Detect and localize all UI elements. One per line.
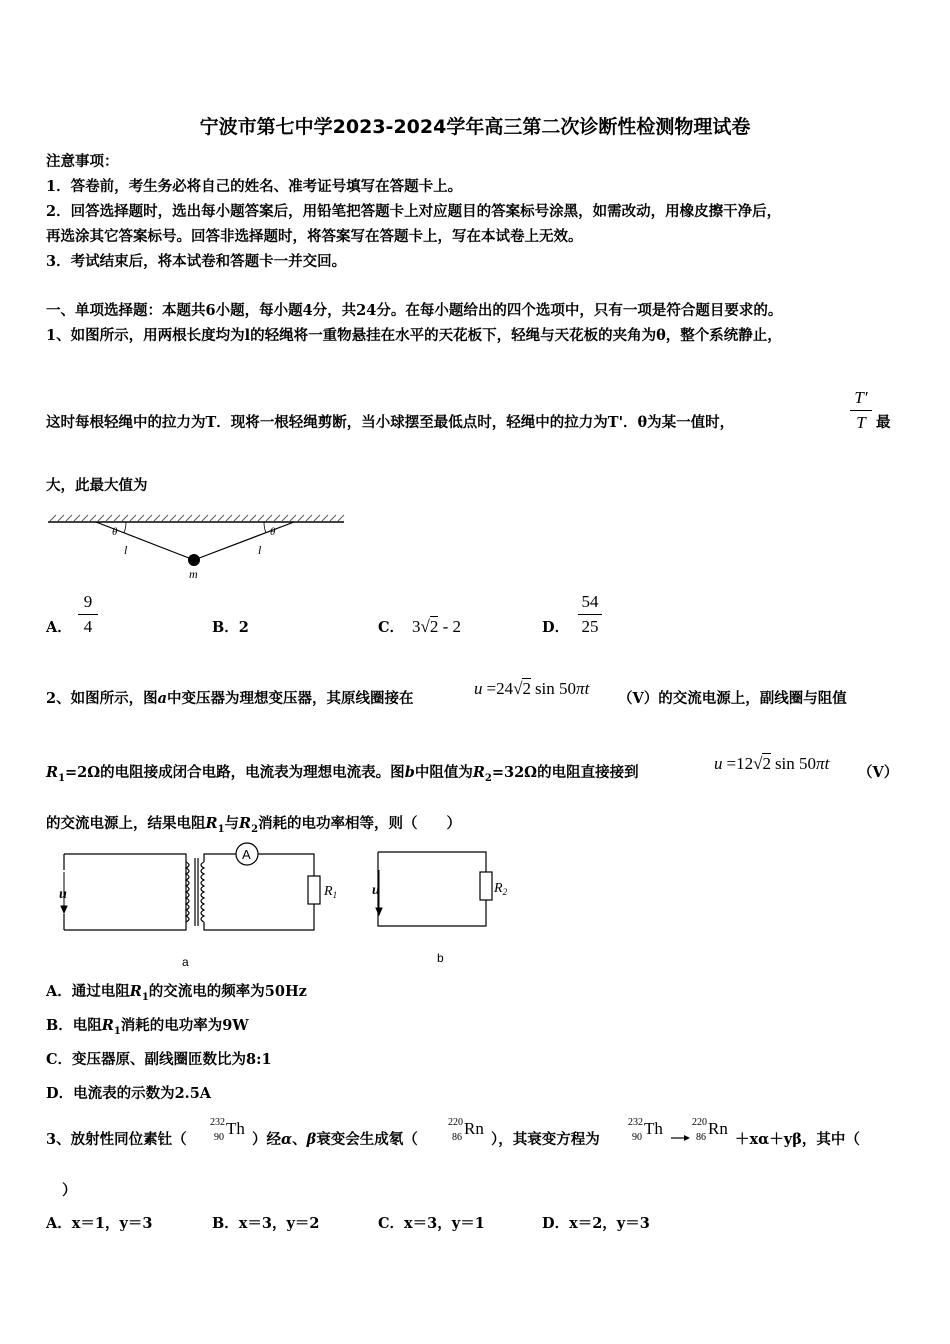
r1-symbol: R bbox=[129, 983, 142, 1000]
r1-symbol: R bbox=[101, 1017, 114, 1034]
q3-part-2 bbox=[252, 1130, 418, 1150]
mass-ball bbox=[188, 554, 200, 566]
fraction-numerator: 9 bbox=[83, 592, 93, 611]
subscript: 1 bbox=[141, 991, 149, 1003]
q2-option-b bbox=[46, 1016, 249, 1042]
subscript: 2 bbox=[484, 772, 492, 784]
q2-circuit-figure bbox=[46, 842, 526, 970]
sep: 、 bbox=[292, 1131, 307, 1148]
q1-ratio-fraction bbox=[850, 388, 872, 433]
q2-voltage-expr-2: u =12√2 sin 50πt bbox=[714, 754, 830, 773]
symbol: Th bbox=[226, 1119, 245, 1138]
q1-pendulum-figure bbox=[46, 512, 346, 582]
resistor-r1 bbox=[308, 876, 320, 904]
q1-line-2-end: 最 bbox=[876, 414, 891, 431]
coef: =24 bbox=[486, 679, 514, 698]
fraction-numerator: T′ bbox=[854, 388, 868, 407]
r1-label bbox=[323, 884, 337, 900]
thorium-nuclide-equation bbox=[628, 1117, 670, 1147]
rest: - 2 bbox=[438, 617, 462, 636]
fraction-numerator: 54 bbox=[581, 592, 599, 611]
q1-option-b: B．2 bbox=[212, 619, 249, 636]
atomic-number: 86 bbox=[696, 1132, 706, 1143]
text: =2Ω的电阻接成闭合电路，电流表为理想电流表。图 bbox=[65, 764, 405, 781]
u-label-a: u bbox=[59, 887, 67, 902]
primary-loop bbox=[64, 854, 186, 930]
radicand: 2 bbox=[522, 679, 531, 698]
r-letter: R bbox=[324, 884, 333, 899]
length-right-label: l bbox=[258, 543, 262, 557]
resistor-r2 bbox=[480, 872, 492, 900]
u-symbol: u bbox=[474, 679, 483, 698]
q1-option-a-fraction bbox=[78, 592, 98, 637]
q1-option-a-label: A． bbox=[46, 619, 72, 636]
q2-line-1 bbox=[46, 689, 414, 709]
fig-b-ref: b bbox=[404, 764, 415, 781]
radon-nuclide-equation bbox=[692, 1117, 734, 1147]
q2-option-d: D．电流表的示数为2.5A bbox=[46, 1085, 212, 1102]
r2-symbol: R bbox=[472, 764, 485, 781]
q2-line-1-end bbox=[618, 689, 847, 709]
ammeter-label: A bbox=[242, 847, 251, 862]
subscript: 1 bbox=[58, 772, 66, 784]
subscript: 1 bbox=[113, 1025, 121, 1037]
sin-term: sin 50 bbox=[534, 679, 577, 698]
notice-heading: 注意事项： bbox=[46, 153, 119, 170]
caption-b: b bbox=[437, 951, 444, 965]
q3-part-6: ） bbox=[62, 1182, 77, 1199]
atomic-number: 90 bbox=[214, 1132, 224, 1143]
q3-part-1: 3、放射性同位素钍（ bbox=[46, 1131, 187, 1148]
r-sub: 1 bbox=[332, 890, 338, 900]
sin-term: sin 50 bbox=[774, 754, 817, 773]
q2-line-3 bbox=[46, 814, 461, 840]
r2-symbol: R bbox=[239, 815, 252, 832]
text: 2、如图所示，图 bbox=[46, 690, 158, 707]
r1-symbol: R bbox=[205, 815, 218, 832]
text: 消耗的电功率为9W bbox=[120, 1017, 249, 1034]
radicand: 2 bbox=[762, 754, 771, 773]
notice-item-2b: 再选涂其它答案标号。回答非选择题时，将答案写在答题卡上，写在本试卷上无效。 bbox=[46, 228, 583, 245]
text: 的交流电源上，结果电阻 bbox=[46, 815, 206, 832]
atomic-number: 90 bbox=[632, 1132, 642, 1143]
symbol: Rn bbox=[464, 1119, 484, 1138]
alpha: α bbox=[281, 1131, 293, 1148]
coef: 3 bbox=[412, 617, 421, 636]
r-sub: 2 bbox=[502, 887, 508, 897]
text: 的交流电的频率为50Hz bbox=[148, 983, 307, 1000]
text: =32Ω的电阻直接接到 bbox=[491, 764, 639, 781]
left-rope bbox=[96, 522, 194, 560]
coef: =12 bbox=[726, 754, 754, 773]
mass-label: m bbox=[189, 567, 198, 581]
thorium-nuclide bbox=[210, 1117, 250, 1147]
text: 中阻值为 bbox=[414, 764, 473, 781]
pi: π bbox=[576, 679, 585, 698]
r1-symbol: R bbox=[46, 764, 59, 781]
q3-option-a: A．x＝1，y＝3 bbox=[46, 1215, 153, 1232]
q1-line-2: 这时每根轻绳中的拉力为T．现将一根轻绳剪断，当小球摆至最低点时，轻绳中的拉力为T'．θ为某一值时， bbox=[46, 414, 735, 431]
mass-number: 220 bbox=[692, 1117, 707, 1128]
r-letter: R bbox=[494, 881, 503, 896]
subscript: 1 bbox=[217, 823, 225, 835]
notice-item-1: 1．答卷前，考生务必将自己的姓名、准考证号填写在答题卡上。 bbox=[46, 178, 463, 195]
arrow-icon bbox=[670, 1132, 692, 1144]
q1-option-d-fraction bbox=[578, 592, 602, 637]
u-label-b: u bbox=[372, 883, 380, 898]
q3-option-c: C．x＝3，y＝1 bbox=[378, 1215, 485, 1232]
radicand: 2 bbox=[429, 617, 439, 636]
q3-part-4: ），其衰变方程为 bbox=[491, 1131, 600, 1148]
notice-item-2a: 2．回答选择题时，选出每小题答案后，用铅笔把答题卡上对应题目的答案标号涂黑，如需改动，用橡皮擦干净后， bbox=[46, 203, 782, 220]
q1-option-c-expr: 3√2 - 2 bbox=[412, 617, 462, 636]
notice-item-3: 3．考试结束后，将本试卷和答题卡一并交回。 bbox=[46, 253, 347, 270]
subscript: 2 bbox=[251, 823, 259, 835]
atomic-number: 86 bbox=[452, 1132, 462, 1143]
u-symbol: u bbox=[714, 754, 723, 773]
text: 的交流电源上，副线圈与阻值 bbox=[658, 690, 847, 707]
t: t bbox=[584, 679, 590, 698]
text: ）经 bbox=[252, 1131, 281, 1148]
text: A．通过电阻 bbox=[46, 983, 130, 1000]
text: B．电阻 bbox=[46, 1017, 102, 1034]
q2-option-a bbox=[46, 982, 307, 1008]
q3-option-d: D．x＝2，y＝3 bbox=[542, 1215, 650, 1232]
fraction-denominator: 25 bbox=[581, 617, 599, 636]
radon-nuclide bbox=[448, 1117, 490, 1147]
q2-line-2 bbox=[46, 763, 639, 789]
text: 与 bbox=[224, 815, 240, 832]
text: 消耗的电功率相等，则（ ） bbox=[258, 815, 462, 832]
q1-line-1: 1、如图所示，用两根长度均为l的轻绳将一重物悬挂在水平的天花板下，轻绳与天花板的夹角为θ，整个系统静止， bbox=[46, 327, 782, 344]
theta-right-label: θ bbox=[270, 526, 276, 538]
q2-voltage-expr-1: u =24√2 sin 50πt bbox=[474, 679, 590, 698]
q2-option-c: C．变压器原、副线圈匝数比为8:1 bbox=[46, 1051, 272, 1068]
beta: β bbox=[306, 1131, 317, 1148]
caption-a: a bbox=[182, 955, 189, 969]
mass-number: 232 bbox=[628, 1117, 643, 1128]
mass-number: 232 bbox=[210, 1117, 225, 1128]
symbol: Rn bbox=[708, 1119, 728, 1138]
t: t bbox=[824, 754, 830, 773]
symbol: Th bbox=[644, 1119, 663, 1138]
text: 衰变会生成氡（ bbox=[316, 1131, 418, 1148]
right-rope bbox=[194, 522, 294, 560]
pi: π bbox=[816, 754, 825, 773]
q2-unit-v: （V） bbox=[858, 764, 899, 781]
q1-option-d-label: D． bbox=[542, 619, 570, 636]
section-heading: 一、单项选择题：本题共6小题，每小题4分，共24分。在每小题给出的四个选项中，只有一项是符合题目要求的。 bbox=[46, 302, 783, 319]
length-left-label: l bbox=[124, 543, 128, 557]
q1-line-3: 大，此最大值为 bbox=[46, 477, 148, 494]
q1-option-c-label: C． bbox=[378, 619, 405, 636]
text: 中变压器为理想变压器，其原线圈接在 bbox=[167, 690, 414, 707]
fig-a-ref: a bbox=[157, 690, 167, 707]
fraction-denominator: 4 bbox=[83, 617, 93, 636]
secondary-coil bbox=[201, 862, 204, 922]
unit: （V） bbox=[618, 690, 659, 707]
fraction-denominator: T bbox=[856, 413, 866, 432]
theta-left-label: θ bbox=[112, 526, 118, 538]
page-title: 宁波市第七中学2023-2024学年高三第二次诊断性检测物理试卷 bbox=[199, 116, 751, 138]
r2-label bbox=[493, 881, 508, 897]
q3-option-b: B．x＝3，y＝2 bbox=[212, 1215, 320, 1232]
mass-number: 220 bbox=[448, 1117, 463, 1128]
q3-part-5: ＋xα＋yβ，其中（ bbox=[735, 1131, 860, 1148]
